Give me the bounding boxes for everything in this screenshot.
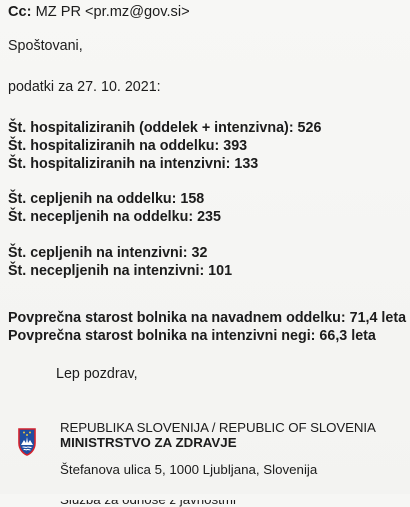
signature-organization [60,420,410,450]
stat-hospitalized-ward: Št. hospitaliziranih na oddelku: 393 [8,138,248,154]
cc-recipient[interactable]: MZ PR <pr.mz@gov.si> [35,4,190,20]
stat-vaccinated-icu: Št. cepljenih na intenzivni: 32 [8,245,208,261]
screenshot-bottom-edge [0,494,410,500]
republic-name: REPUBLIKA SLOVENIJA / REPUBLIC OF SLOVENIA [60,420,376,435]
ministry-name: MINISTRSTVO ZA ZDRAVJE [60,435,237,450]
stat-average-age-ward: Povprečna starost bolnika na navadnem oddelku: 71,4 leta [8,310,407,326]
email-closing: Lep pozdrav, [56,366,138,382]
stat-unvaccinated-icu: Št. necepljenih na intenzivni: 101 [8,263,233,279]
ministry-address: Štefanova ulica 5, 1000 Ljubljana, Slovenija [60,462,318,477]
data-date-line: podatki za 27. 10. 2021: [8,79,161,95]
email-greeting: Spoštovani, [8,38,83,54]
stat-vaccinated-ward: Št. cepljenih na oddelku: 158 [8,191,205,207]
stat-unvaccinated-ward: Št. necepljenih na oddelku: 235 [8,209,221,225]
stat-hospitalized-total: Št. hospitaliziranih (oddelek + intenzivna): 526 [8,120,322,136]
slovenia-coat-of-arms-icon [18,428,36,456]
cc-line [8,4,190,21]
cc-label: Cc: [8,4,32,20]
stat-hospitalized-icu: Št. hospitaliziranih na intenzivni: 133 [8,156,259,172]
stat-average-age-icu: Povprečna starost bolnika na intenzivni negi: 66,3 leta [8,328,376,344]
